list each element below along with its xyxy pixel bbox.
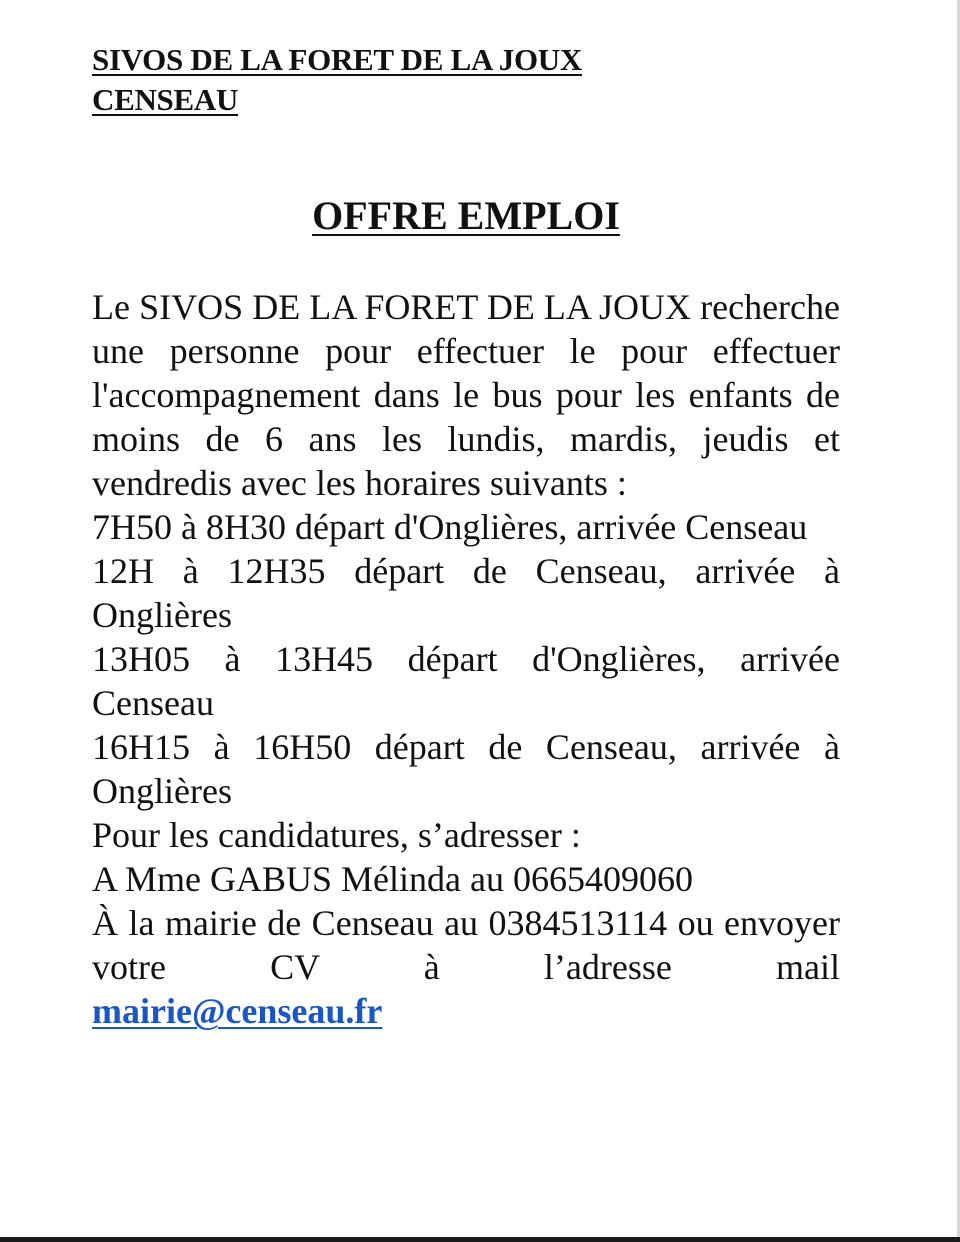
contact-mairie: À la mairie de Censeau au 0384513114 ou envoyer votre CV à l’adresse mail xyxy=(92,903,840,987)
contact-person: A Mme GABUS Mélinda au 0665409060 xyxy=(92,859,693,899)
job-description: Le SIVOS DE LA FORET DE LA JOUX recherche une personne pour effectuer le pour effectuer l'accompagnement dans le bus pour les enfants de moins de 6 ans les lundis, mardis, jeudis et vendredis avec les horaires suivants : xyxy=(92,287,840,503)
organization-town: CENSEAU xyxy=(92,82,239,117)
schedule-item: 7H50 à 8H30 départ d'Onglières, arrivée Censeau xyxy=(92,507,808,547)
document-header xyxy=(92,40,582,120)
document-title: OFFRE EMPLOI xyxy=(312,193,620,238)
schedule-item: 16H15 à 16H50 départ de Censeau, arrivée à Onglières xyxy=(92,727,840,811)
organization-name: SIVOS DE LA FORET DE LA JOUX xyxy=(92,42,582,77)
document-body xyxy=(92,285,840,1033)
contact-intro: Pour les candidatures, s’adresser : xyxy=(92,815,581,855)
schedule-item: 12H à 12H35 départ de Censeau, arrivée à Onglières xyxy=(92,551,840,635)
email-link[interactable]: mairie@censeau.fr xyxy=(92,991,383,1031)
schedule-item: 13H05 à 13H45 départ d'Onglières, arrivée Censeau xyxy=(92,639,840,723)
page-edge-bottom xyxy=(0,1237,960,1242)
